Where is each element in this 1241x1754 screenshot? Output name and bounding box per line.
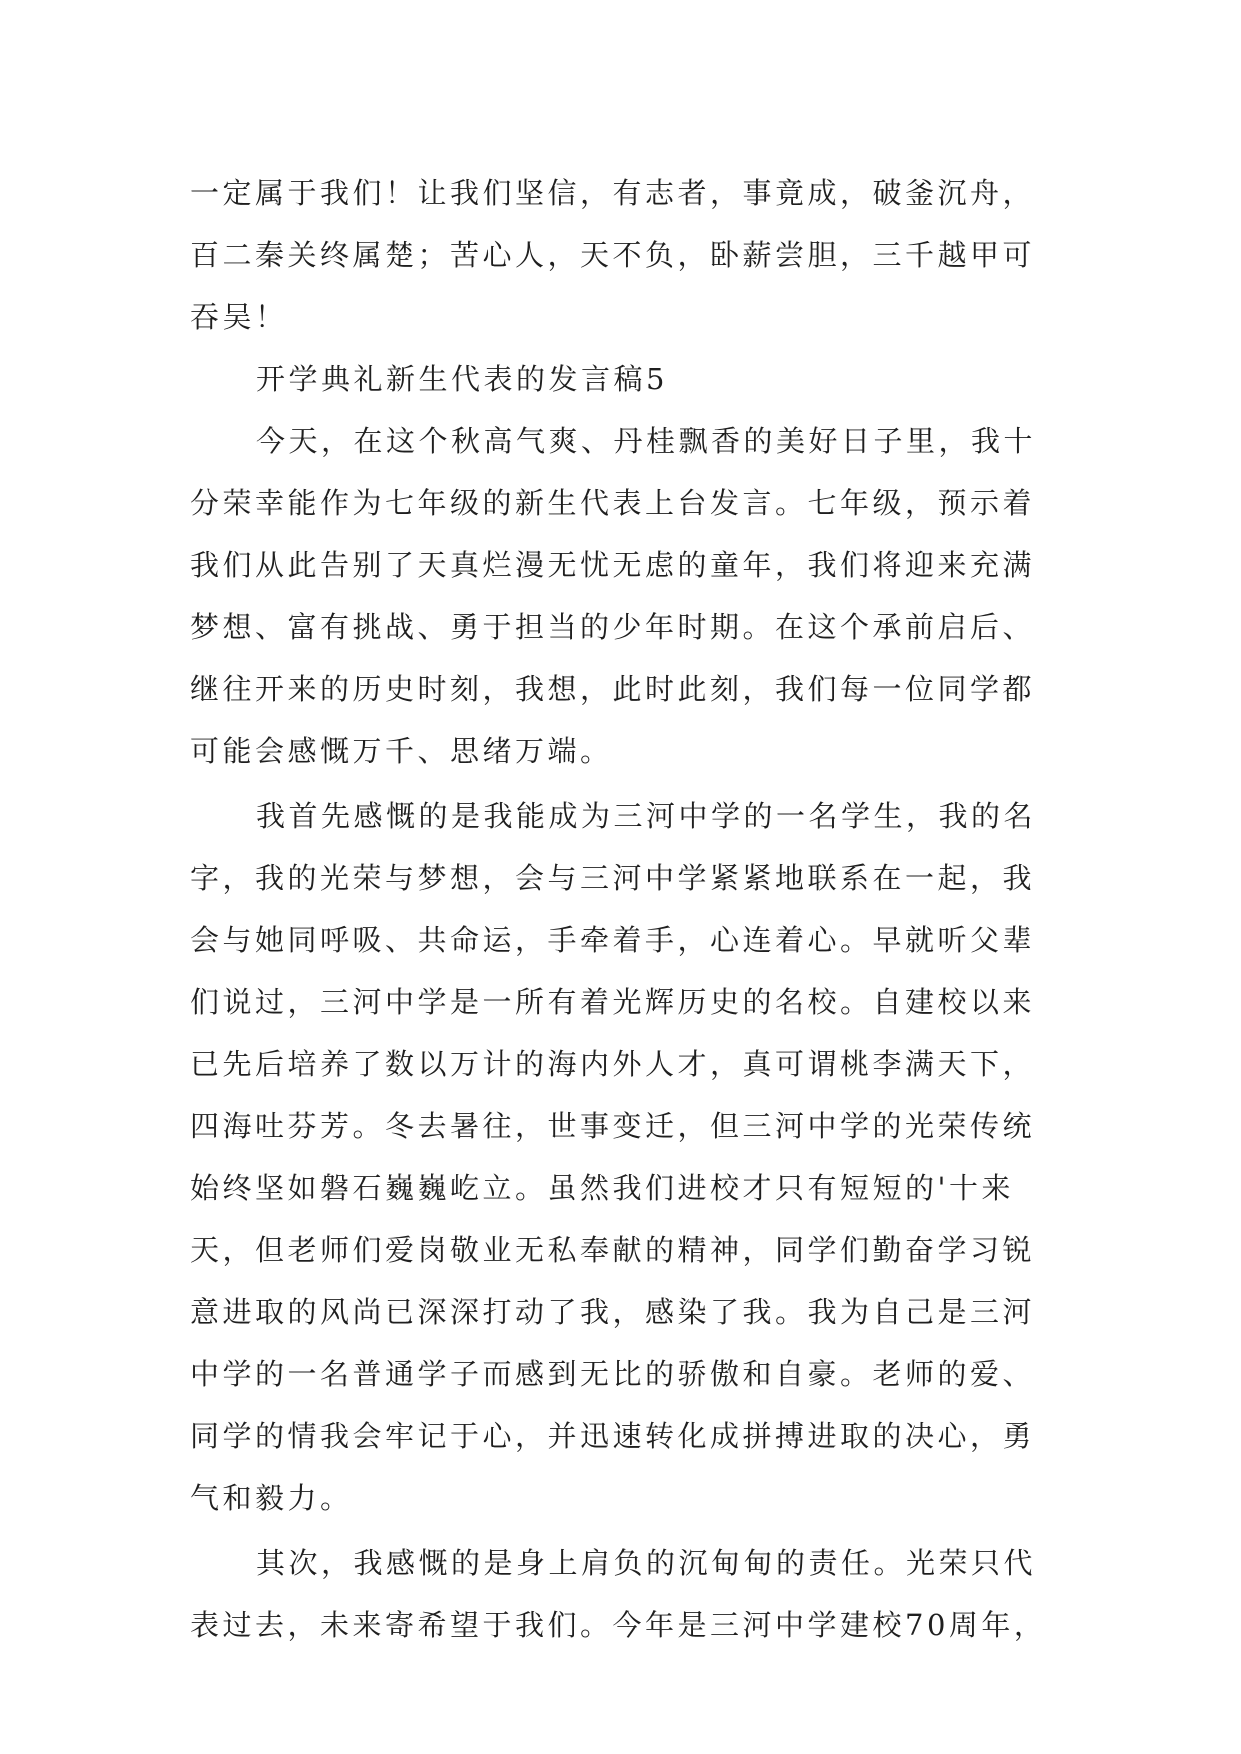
- text-line: 同学的情我会牢记于心，并迅速转化成拼搏进取的决心，勇: [190, 1419, 1036, 1453]
- text-line: 气和毅力。: [190, 1481, 353, 1515]
- text-line: 百二秦关终属楚；苦心人，天不负，卧薪尝胆，三千越甲可: [190, 238, 1036, 272]
- paragraph-2: [190, 785, 1062, 1529]
- text-line: 我首先感慨的是我能成为三河中学的一名学生，我的名: [256, 799, 1037, 833]
- text-line: 其次，我感慨的是身上肩负的沉甸甸的责任。光荣只代: [256, 1546, 1037, 1580]
- paragraph-3: [190, 1532, 1062, 1656]
- text-line: 可能会感慨万千、思绪万端。: [190, 734, 613, 768]
- text-line: 中学的一名普通学子而感到无比的骄傲和自豪。老师的爱、: [190, 1357, 1036, 1391]
- text-line: 会与她同呼吸、共命运，手牵着手，心连着心。早就听父辈: [190, 923, 1036, 957]
- text-line: 分荣幸能作为七年级的新生代表上台发言。七年级，预示着: [190, 486, 1036, 520]
- paragraph-continued: [190, 162, 1062, 348]
- text-line: 意进取的风尚已深深打动了我，感染了我。我为自己是三河: [190, 1295, 1036, 1329]
- text-line: 一定属于我们！让我们坚信，有志者，事竟成，破釜沉舟，: [190, 176, 1036, 210]
- text-line: 们说过，三河中学是一所有着光辉历史的名校。自建校以来: [190, 985, 1036, 1019]
- text-line: 吞吴！: [190, 300, 288, 334]
- heading-line: 开学典礼新生代表的发言稿5: [256, 362, 668, 396]
- document-body: [190, 162, 1062, 1656]
- text-line: 今天，在这个秋高气爽、丹桂飘香的美好日子里，我十: [256, 424, 1037, 458]
- text-line: 梦想、富有挑战、勇于担当的少年时期。在这个承前启后、: [190, 610, 1036, 644]
- text-line: 四海吐芬芳。冬去暑往，世事变迁，但三河中学的光荣传统: [190, 1109, 1036, 1143]
- section-heading: [190, 348, 1062, 410]
- text-line: 继往开来的历史时刻，我想，此时此刻，我们每一位同学都: [190, 672, 1036, 706]
- text-line: 我们从此告别了天真烂漫无忧无虑的童年，我们将迎来充满: [190, 548, 1036, 582]
- text-line: 天，但老师们爱岗敬业无私奉献的精神，同学们勤奋学习锐: [190, 1233, 1036, 1267]
- text-line: 字，我的光荣与梦想，会与三河中学紧紧地联系在一起，我: [190, 861, 1036, 895]
- paragraph-1: [190, 410, 1062, 782]
- text-line: 已先后培养了数以万计的海内外人才，真可谓桃李满天下，: [190, 1047, 1036, 1081]
- text-line: 始终坚如磐石巍巍屹立。虽然我们进校才只有短短的'十来: [190, 1171, 1014, 1205]
- text-line: 表过去，未来寄希望于我们。今年是三河中学建校70周年，: [190, 1608, 1047, 1642]
